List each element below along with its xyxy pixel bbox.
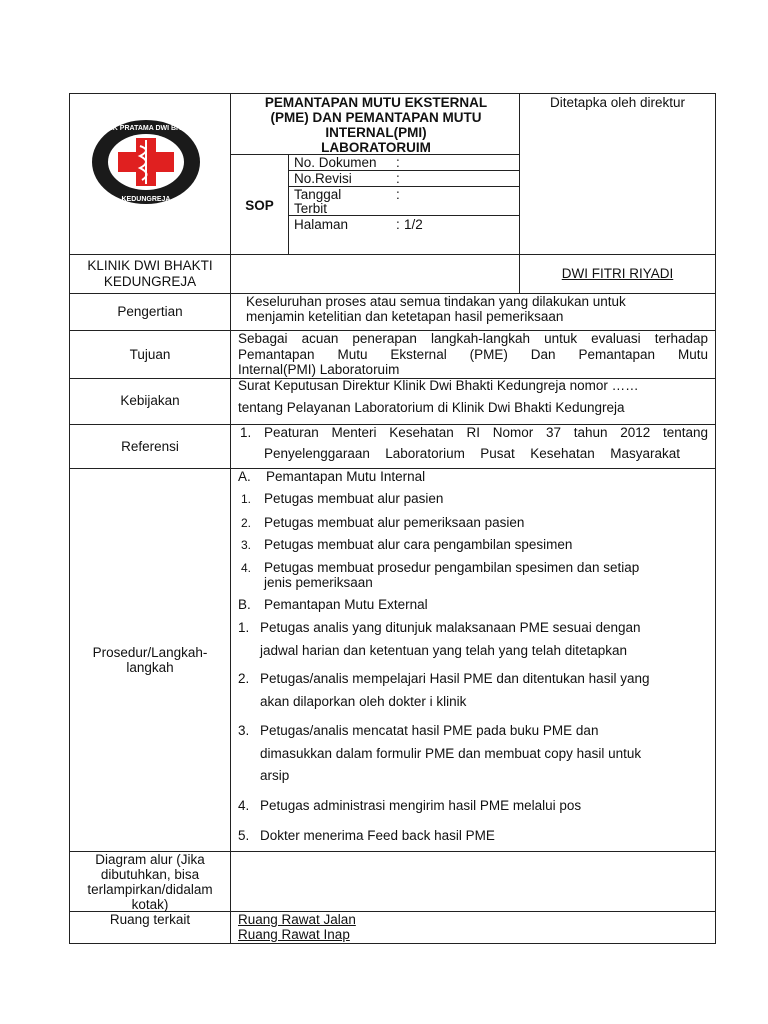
clinic-name-line-2: KEDUNGREJA [103, 274, 197, 289]
list-item: Petugas membuat prosedur pengambilan spesimen dan setiap [264, 560, 640, 575]
ruang-terkait-label: Ruang terkait [109, 912, 191, 927]
diagram-label-line-2: dibutuhkan, bisa [100, 867, 200, 882]
clinic-logo [90, 118, 202, 206]
section-a-title: Pemantapan Mutu Internal [266, 469, 426, 484]
meta-label-halaman: Halaman [294, 217, 349, 232]
kebijakan-label: Kebijakan [120, 393, 180, 408]
list-item-number: 3. [238, 723, 250, 738]
section-b-title: Pemantapan Mutu External [264, 597, 428, 612]
referensi-label: Referensi [121, 439, 179, 454]
section-b-marker: B. [238, 597, 251, 612]
meta-label-tanggal: Tanggal [294, 187, 342, 202]
kebijakan-text-line-1: Surat Keputusan Direktur Klinik Dwi Bhakti Kedungreja nomor …… [238, 378, 639, 393]
meta-sep-no-dokumen: : [396, 155, 400, 170]
kebijakan-text-line-2: tentang Pelayanan Laboratorium di Klinik Dwi Bhakti Kedungreja [238, 400, 625, 415]
meta-label-no-revisi: No.Revisi [294, 171, 352, 186]
list-item-number: 1. [238, 620, 250, 635]
ruang-rawat-jalan-link[interactable]: Ruang Rawat Jalan [238, 912, 356, 927]
document-title-line-3: INTERNAL(PMI) [325, 125, 427, 140]
approved-by-label: Ditetapka oleh direktur [549, 95, 686, 110]
pengertian-text-line-2: menjamin ketelitian dan ketetapan hasil pemeriksaan [246, 309, 564, 324]
tujuan-label: Tujuan [129, 347, 171, 362]
list-item: Petugas administrasi mengirim hasil PME melalui pos [260, 798, 582, 813]
list-item: Petugas/analis mempelajari Hasil PME dan ditentukan hasil yang [260, 671, 650, 686]
list-item-number: 5. [238, 828, 250, 843]
list-item: Petugas membuat alur pasien [264, 491, 444, 506]
director-name: DWI FITRI RIYADI [561, 266, 674, 281]
list-item: Dokter menerima Feed back hasil PME [260, 828, 495, 843]
pengertian-text-line-1: Keseluruhan proses atau semua tindakan yang dilakukan untuk [246, 294, 626, 309]
list-item-continuation: jenis pemeriksaan [264, 575, 373, 590]
list-item-number: 2. [238, 671, 250, 686]
list-item-number: 3. [241, 538, 252, 552]
document-title-line-4: LABORATORUIM [321, 140, 431, 155]
section-a-marker: A. [238, 469, 251, 484]
meta-label-terbit: Terbit [294, 201, 328, 216]
pengertian-label: Pengertian [117, 304, 183, 319]
document-title-line-2: (PME) DAN PEMANTAPAN MUTU [270, 110, 482, 125]
list-item: Petugas/analis mencatat hasil PME pada buku PME dan [260, 723, 599, 738]
meta-sep-halaman: : [396, 217, 400, 232]
svg-text:KLINIK PRATAMA DWI BHAKTI: KLINIK PRATAMA DWI BHAKTI [94, 125, 198, 132]
prosedur-label-line-1: Prosedur/Langkah- [92, 645, 208, 660]
sop-label: SOP [245, 198, 274, 213]
diagram-label-line-1: Diagram alur (Jika [95, 852, 205, 867]
meta-label-no-dokumen: No. Dokumen [294, 155, 377, 170]
list-item-number: 4. [241, 561, 252, 575]
tujuan-text-line-3: Internal(PMI) Laboratoruim [238, 362, 400, 377]
meta-sep-no-revisi: : [396, 171, 400, 186]
document-title-line-1: PEMANTAPAN MUTU EKSTERNAL [264, 95, 488, 110]
referensi-text-line-2: Penyelenggaraan Laboratorium Pusat Kesehatan Masyarakat [264, 446, 680, 461]
meta-sep-tanggal: : [396, 187, 400, 202]
diagram-label-line-3: terlampirkan/didalam [87, 882, 213, 897]
tujuan-text-line-2: Pemantapan Mutu Eksternal (PME) Dan Pemantapan Mutu [238, 347, 708, 362]
list-item-continuation: akan dilaporkan oleh dokter i klinik [260, 694, 467, 709]
diagram-label-line-4: kotak) [131, 897, 169, 912]
list-item-continuation: jadwal harian dan ketentuan yang telah yang telah ditetapkan [260, 643, 628, 658]
referensi-number: 1. [240, 425, 252, 440]
meta-value-halaman: 1/2 [404, 217, 423, 232]
prosedur-label-line-2: langkah [126, 660, 174, 675]
list-item: Petugas membuat alur cara pengambilan spesimen [264, 537, 573, 552]
svg-text:KEDUNGREJA: KEDUNGREJA [121, 196, 171, 203]
referensi-text-line-1: Peaturan Menteri Kesehatan RI Nomor 37 tahun 2012 tentang [264, 425, 708, 440]
list-item: Petugas membuat alur pemeriksaan pasien [264, 515, 525, 530]
list-item-continuation: dimasukkan dalam formulir PME dan membuat copy hasil untuk [260, 746, 642, 761]
list-item-number: 2. [241, 516, 252, 530]
list-item-continuation: arsip [260, 768, 290, 783]
tujuan-text-line-1: Sebagai acuan penerapan langkah-langkah untuk evaluasi terhadap [238, 331, 708, 346]
list-item-number: 4. [238, 798, 250, 813]
list-item: Petugas analis yang ditunjuk malaksanaan PME sesuai dengan [260, 620, 641, 635]
ruang-rawat-inap-link[interactable]: Ruang Rawat Inap [238, 927, 350, 942]
list-item-number: 1. [241, 492, 252, 506]
clinic-name-line-1: KLINIK DWI BHAKTI [87, 258, 213, 273]
